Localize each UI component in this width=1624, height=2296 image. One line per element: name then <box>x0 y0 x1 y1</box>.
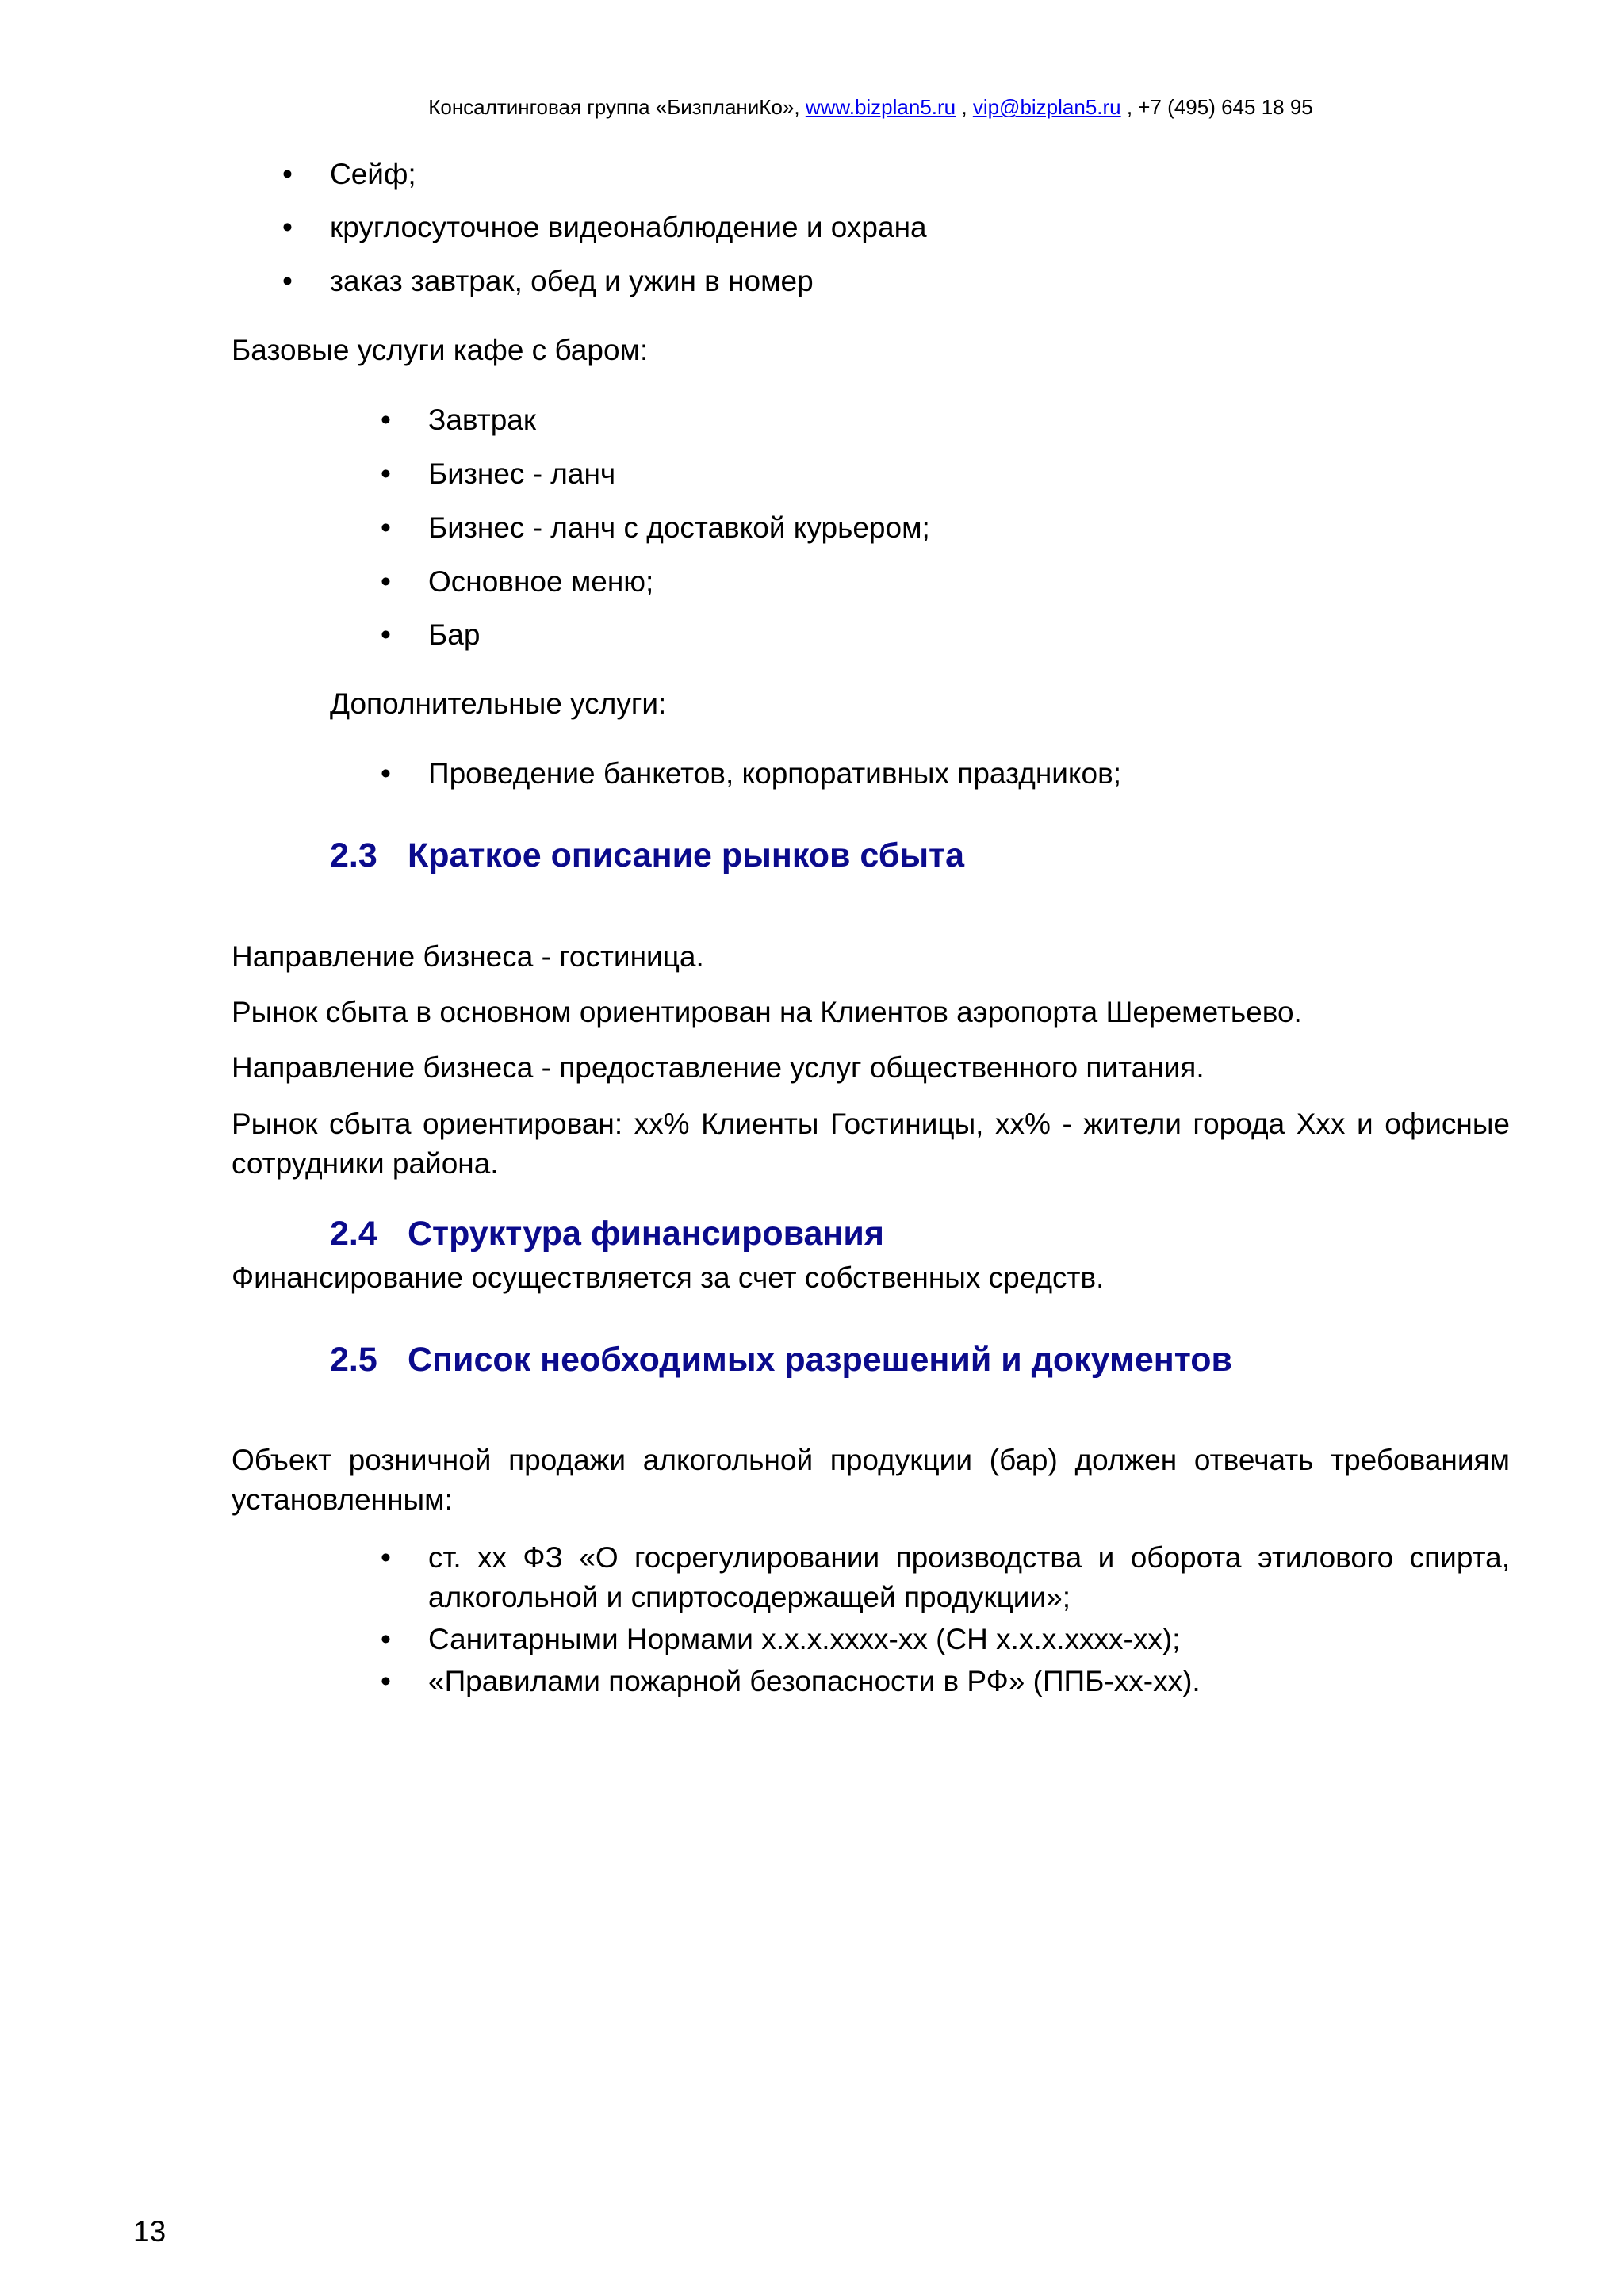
list-item: • ст. хх ФЗ «О госрегулировании производства и оборота этилового спирта, алкогольной и спиртосодержащей продукции»; <box>381 1538 1510 1617</box>
bullet-icon: • <box>381 1541 391 1574</box>
paragraph: Объект розничной продажи алкогольной продукции (бар) должен отвечать требованиям установленным: <box>232 1444 1510 1516</box>
paragraph: Направление бизнеса - предоставление услуг общественного питания. <box>232 1051 1205 1084</box>
paragraph: Рынок сбыта в основном ориентирован на Клиентов аэропорта Шереметьево. <box>232 996 1302 1028</box>
section-number: 2.3 <box>330 836 377 874</box>
bullet-icon: • <box>381 618 391 651</box>
header-company: Консалтинговая группа «БизпланиКо», <box>428 95 806 119</box>
bullet-icon: • <box>282 158 293 190</box>
page-number: 13 <box>133 2215 167 2248</box>
section-heading-2-3 <box>330 833 964 878</box>
bullet-icon: • <box>381 757 391 790</box>
extra-services-heading: Дополнительные услуги: <box>330 687 667 720</box>
bullet-icon: • <box>381 1665 391 1697</box>
header-phone: , +7 (495) 645 18 95 <box>1120 95 1313 119</box>
bullet-icon: • <box>282 265 293 297</box>
section-number: 2.5 <box>330 1341 377 1379</box>
bullet-icon: • <box>381 1623 391 1655</box>
header-separator: , <box>956 95 973 119</box>
bullet-icon: • <box>381 457 391 490</box>
bullet-icon: • <box>381 404 391 436</box>
cafe-services-heading: Базовые услуги кафе с баром: <box>232 334 649 366</box>
section-number: 2.4 <box>330 1215 377 1253</box>
section-title: Список необходимых разрешений и документов <box>408 1341 1232 1379</box>
section-heading-2-4 <box>330 1211 884 1256</box>
section-title: Структура финансирования <box>408 1215 884 1253</box>
bullet-icon: • <box>381 565 391 598</box>
header-site-link[interactable]: www.bizplan5.ru <box>805 95 956 119</box>
section-heading-2-5 <box>330 1337 1232 1382</box>
paragraph: Направление бизнеса - гостиница. <box>232 940 704 973</box>
document-page: Консалтинговая группа «БизпланиКо», www.bizplan5.ru , vip@bizplan5.ru , +7 (495) 645 18 95 • Сейф; • круглосуточное видеонаблюдение и охрана • заказ завтрак, обед и ужин в номер Базовые услуги кафе с баром: • Завтрак • Бизнес - ланч • Бизнес - ланч с доставкой курьером; • Основное меню; • Бар Дополнительные услуги: • Проведение банкетов, корпоративных праздников; 2.3 Краткое описание рынков сбыта Направление бизнеса - гостиница. Рынок сбыта в основном ориентирован на Клиентов аэропорта Шереметьево. Направление бизнеса - предоставление услуг общественного питания. Рынок сбыта ориентирован: хх% Клиенты Гостиницы, хх% - жители города Ххх и офисные сотрудники района. 2.4 Структура финансирования Финансирование осуществляется за счет собственных средств. 2.5 Список необходимых разрешений и документов Объект розничной продажи алкогольной продукции (бар) должен отвечать требованиям установленным: • ст. хх ФЗ «О госрегулировании производства и оборота этилового спирта, алкогольной и спиртосодержащей продукции»; • Санитарными Нормами х.х.х.хххх-хх (СН х.х.х.хххх-хх); • «Правилами пожарной безопасности в РФ» (ППБ-хх-хх). 13 <box>0 0 1624 2296</box>
paragraph: Финансирование осуществляется за счет собственных средств. <box>232 1261 1105 1294</box>
header-email-link[interactable]: vip@bizplan5.ru <box>972 95 1121 119</box>
section-title: Краткое описание рынков сбыта <box>408 836 965 874</box>
page-header <box>0 94 1624 121</box>
paragraph: Рынок сбыта ориентирован: хх% Клиенты Гостиницы, хх% - жители города Ххх и офисные сотрудники района. <box>232 1108 1510 1180</box>
bullet-icon: • <box>381 511 391 544</box>
bullet-icon: • <box>282 211 293 243</box>
